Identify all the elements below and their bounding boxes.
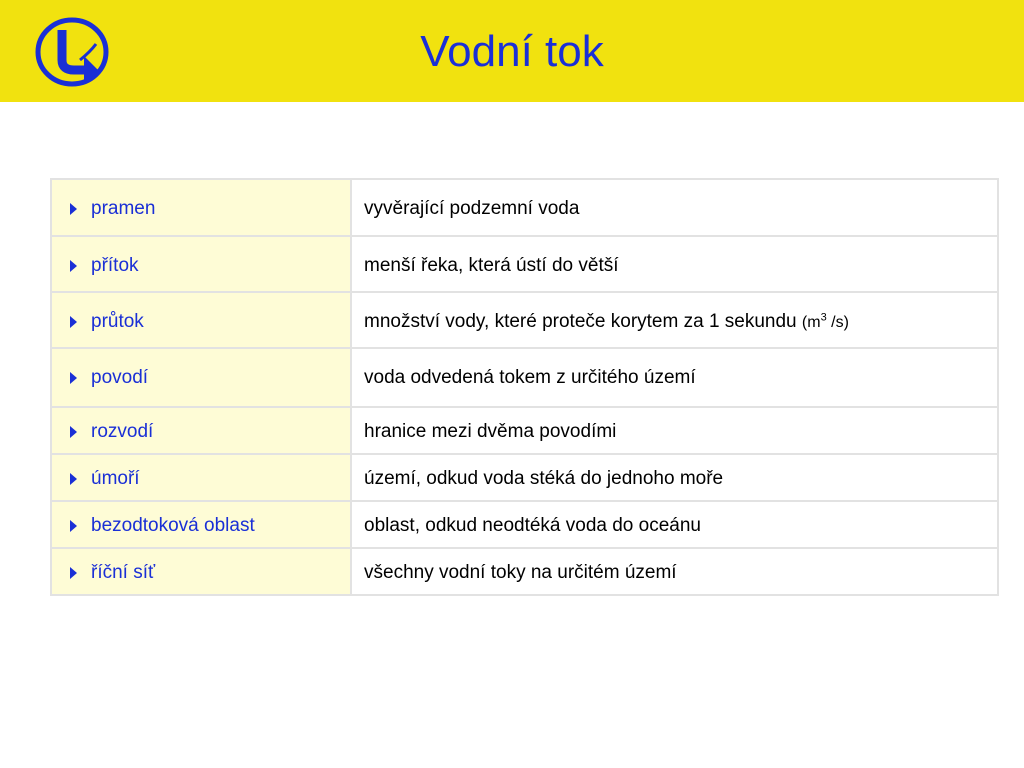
term-label: pramen (91, 198, 156, 219)
page-title: Vodní tok (420, 27, 604, 76)
definition-text: hranice mezi dvěma povodími (364, 421, 617, 442)
table-row (51, 548, 998, 595)
term-label: průtok (91, 311, 144, 332)
definition-text: menší řeka, která ústí do větší (364, 255, 619, 276)
term-cell (51, 348, 351, 407)
definition-cell (351, 407, 998, 454)
definition-text: území, odkud voda stéká do jednoho moře (364, 468, 724, 489)
definition-cell (351, 179, 998, 236)
definition-text: oblast, odkud neodtéká voda do oceánu (364, 515, 701, 536)
triangle-right-bullet-icon (70, 203, 77, 215)
triangle-right-bullet-icon (70, 520, 77, 532)
definition-cell (351, 236, 998, 292)
term-label: povodí (91, 367, 149, 388)
definition-cell (351, 548, 998, 595)
term-label: říční síť (91, 562, 156, 583)
definition-cell (351, 454, 998, 501)
unit-suffix: /s) (826, 314, 849, 331)
triangle-right-bullet-icon (70, 260, 77, 272)
terms-table (50, 178, 999, 596)
term-cell (51, 501, 351, 548)
term-cell (51, 548, 351, 595)
triangle-right-bullet-icon (70, 473, 77, 485)
unit-prefix: (m (801, 314, 821, 331)
definition-text: množství vody, které proteče korytem za 1 sekundu (364, 311, 797, 332)
definition-cell (351, 501, 998, 548)
triangle-right-bullet-icon (70, 316, 77, 328)
definition-text: všechny vodní toky na určitém území (364, 562, 677, 583)
term-cell (51, 407, 351, 454)
definition-cell (351, 292, 998, 348)
term-cell (51, 179, 351, 236)
table-row (51, 501, 998, 548)
table-row (51, 292, 998, 348)
term-cell (51, 292, 351, 348)
triangle-right-bullet-icon (70, 567, 77, 579)
definition-text: vyvěrající podzemní voda (364, 198, 580, 219)
definition-cell (351, 348, 998, 407)
term-label: rozvodí (91, 421, 154, 442)
triangle-right-bullet-icon (70, 426, 77, 438)
term-label: přítok (91, 255, 139, 276)
table-row (51, 407, 998, 454)
table-row (51, 454, 998, 501)
definition-text: voda odvedená tokem z určitého území (364, 367, 696, 388)
header-bar (0, 0, 1024, 102)
unit-exponent: 3 (820, 311, 827, 324)
triangle-right-bullet-icon (70, 372, 77, 384)
term-cell (51, 236, 351, 292)
term-label: úmoří (91, 468, 140, 489)
term-label: bezodtoková oblast (91, 515, 255, 536)
term-cell (51, 454, 351, 501)
table-row (51, 179, 998, 236)
unit-label (801, 311, 849, 331)
table-row (51, 348, 998, 407)
table-row (51, 236, 998, 292)
